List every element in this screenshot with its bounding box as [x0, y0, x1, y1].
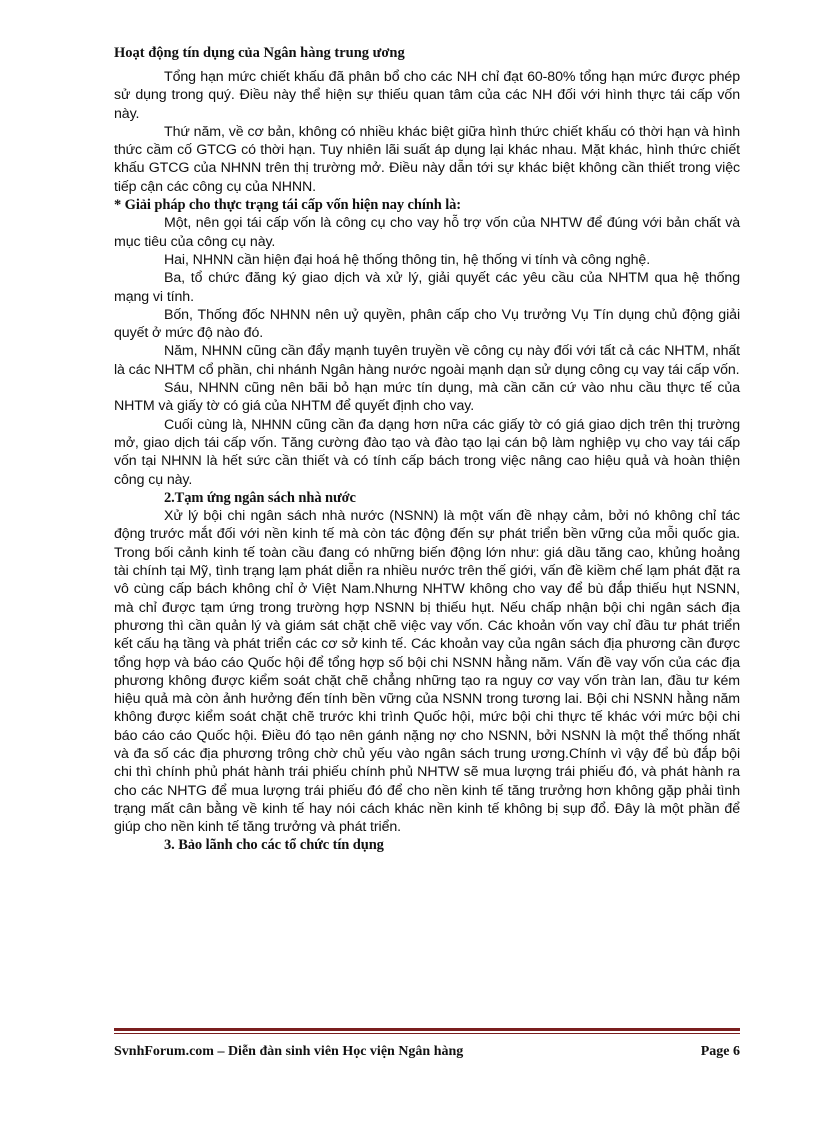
footer-rule [114, 1033, 740, 1034]
list-item: Sáu, NHNN cũng nên bãi bỏ hạn mức tín dụng, mà cần căn cứ vào nhu cầu thực tế của NHTM và giấy tờ có giá của NHTM để quyết định cho vay. [114, 380, 740, 415]
list-item: Cuối cùng là, NHNN cũng cần đa dạng hơn nữa các giấy tờ có giá giao dịch trên thị trường mở, giao dịch tái cấp vốn. Tăng cường đào tạo và đào tạo lại cán bộ làm nghiệp vụ cho vay tái cấp vốn tại NHNN là hết sức cần thiết và có tính cấp bách trong việc nâng cao hiệu quả và hoàn thiện công cụ này. [114, 416, 740, 488]
section-heading: 3. Bảo lãnh cho các tổ chức tín dụng [164, 837, 384, 854]
solution-heading: * Giải pháp cho thực trạng tái cấp vốn hiện nay chính là: [114, 197, 462, 214]
page-number: Page 6 [700, 1044, 740, 1059]
list-item: Một, nên gọi tái cấp vốn là công cụ cho vay hỗ trợ vốn của NHTW để đúng với bản chất và mục tiêu của công cụ này. [114, 215, 740, 250]
list-item: Hai, NHNN cần hiện đại hoá hệ thống thông tin, hệ thống vi tính và công nghệ. [164, 251, 651, 268]
paragraph: Xử lý bội chi ngân sách nhà nước (NSNN) là một vấn đề nhạy cảm, bởi nó không chỉ tác động trước mắt đối với nền kinh tế mà còn tác động đến sự phát triển bền vững của mỗi quốc gia. Trong bối cảnh kinh tế toàn cầu đang có những biến động lớn như: giá dầu tăng cao, khủng hoảng tài chính tại Mỹ, tình trạng lạm phát diễn ra nhiều nước trên thế giới, vấn đề kiềm chế lạm phát đặt ra vô cùng cấp bách không chỉ ở Việt Nam.Nhưng NHTW không cho vay để bù đắp thiếu hụt NSNN, mà chỉ được tạm ứng trong trường hợp NSNN bị thiếu hụt. Nếu chấp nhận bội chi ngân sách địa phương thì cần quản lý và giám sát chặt chẽ việc vay vốn. Các khoản vốn vay chỉ đầu tư phát triển kết cấu hạ tầng và phát triển các cơ sở kinh tế. Các khoản vay của ngân sách địa phương cần được tổng hợp và báo cáo Quốc hội để tổng hợp số bội chi NSNN hằng năm. Vấn đề vay vốn của các địa phương không được kiểm soát chặt chẽ chẳng những tạo ra nguy cơ vay vốn tràn lan, đầu tư kém hiệu quả mà còn ảnh hưởng đến tính bền vững của NSNN trong tương lai. Bội chi NSNN hằng năm không được kiểm soát chặt chẽ trước khi trình Quốc hội, mức bội chi thực tế khác với mức bội chi báo cáo cáo Quốc hội. Điều đó tạo nên gánh nặng nợ cho NSNN, bởi NSNN là một thể thống nhất và đa số các địa phương trông chờ chủ yếu vào ngân sách trung ương.Chính vì vậy để bù đắp bội chi thì chính phủ phát hành trái phiếu chính phủ NHTW sẽ mua lượng trái phiếu đó, và phát hành ra cho các NHTG để mua lượng trái phiếu đó để cho nền kinh tế tăng trưởng hơn không gặp phải tình trạng mất cân bằng về kinh tế hay nói cách khác nền kinh tế không bị sụp đổ. Đây là một phần để giúp cho nền kinh tế tăng trưởng và phát triển. [114, 508, 740, 836]
page-footer [114, 1028, 740, 1060]
running-header: Hoạt động tín dụng của Ngân hàng trung ương [114, 45, 405, 61]
document-page [114, 44, 740, 855]
list-item: Năm, NHNN cũng cần đẩy mạnh tuyên truyền về công cụ này đối với tất cả các NHTM, nhất là các NHTM cổ phần, chi nhánh Ngân hàng nước ngoài mạnh dạn sử dụng công cụ vay tái cấp vốn. [114, 343, 740, 378]
footer-rule [114, 1028, 740, 1031]
footer-row [114, 1044, 740, 1060]
section-heading: 2.Tạm ứng ngân sách nhà nước [164, 489, 356, 506]
document-body [114, 68, 740, 855]
paragraph: Tổng hạn mức chiết khấu đã phân bổ cho các NH chỉ đạt 60-80% tổng hạn mức được phép sử dụng trong quý. Điều này thể hiện sự thiếu quan tâm của các NH đối với hình thực tái cấp vốn này. [114, 69, 740, 122]
paragraph: Thứ năm, về cơ bản, không có nhiều khác biệt giữa hình thức chiết khấu có thời hạn và hình thức cầm cố GTCG có thời hạn. Tuy nhiên lãi suất áp dụng lại khác nhau. Mặt khác, hình thức chiết khấu GTCG của NHNN trên thị trường mở. Điều này dẫn tới sự khác biệt không cần thiết trong việc tiếp cận các công cụ của NHNN. [114, 123, 740, 195]
footer-site-label: SvnhForum.com – Diễn đàn sinh viên Học viện Ngân hàng [114, 1044, 464, 1059]
list-item: Bốn, Thống đốc NHNN nên uỷ quyền, phân cấp cho Vụ trưởng Vụ Tín dụng chủ động giải quyết ở mức độ nào đó. [114, 306, 740, 342]
list-item: Ba, tổ chức đăng ký giao dịch và xử lý, giải quyết các yêu cầu của NHTM qua hệ thống mạng vi tính. [114, 270, 740, 305]
